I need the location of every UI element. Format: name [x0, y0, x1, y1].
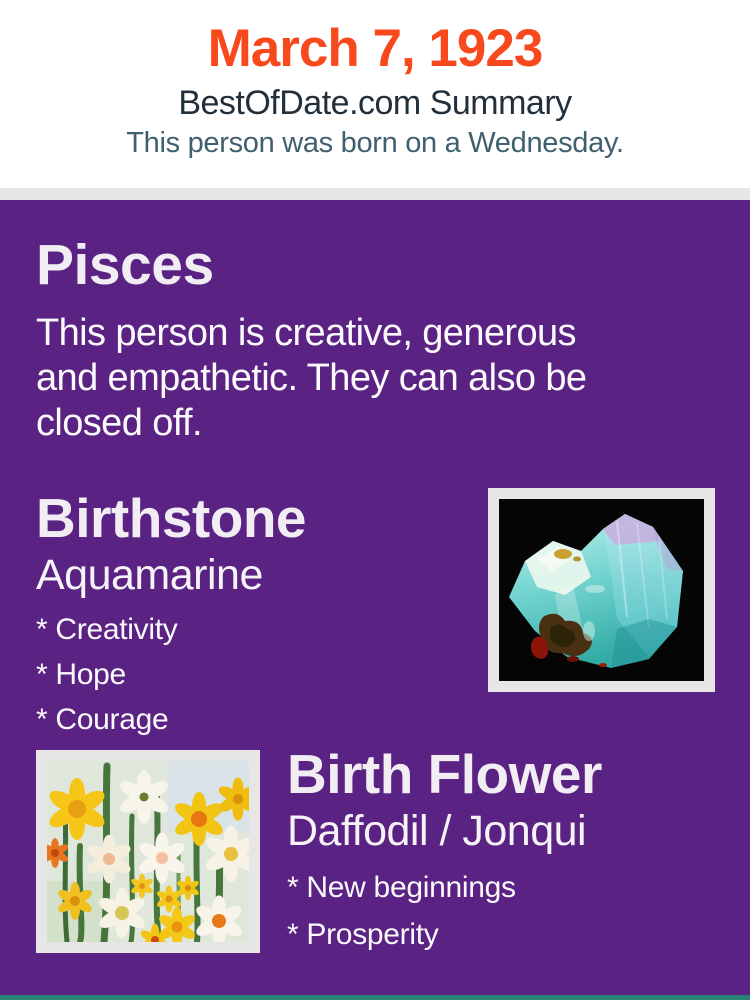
- born-day-note: This person was born on a Wednesday.: [126, 127, 624, 159]
- section-divider: [0, 188, 750, 200]
- birth-flower-trait: * New beginnings: [287, 870, 516, 904]
- birth-flower-photo: [36, 750, 260, 953]
- footer-accent-bar: [0, 995, 750, 1000]
- header: [0, 0, 750, 188]
- site-summary-label: BestOfDate.com Summary: [178, 84, 572, 122]
- zodiac-description-line: This person is creative, generous: [36, 311, 576, 354]
- aquamarine-stone-image: [499, 499, 704, 681]
- birthstone-trait: * Courage: [36, 702, 169, 736]
- page-title: March 7, 1923: [207, 19, 543, 78]
- birthstone-trait: * Creativity: [36, 612, 178, 646]
- birthstone-name: Aquamarine: [36, 550, 263, 599]
- birthstone-photo: [488, 488, 715, 692]
- birth-flower-section: [287, 743, 602, 951]
- birth-flower-trait: * Prosperity: [287, 917, 439, 951]
- birth-flower-name: Daffodil / Jonqui: [287, 806, 587, 855]
- zodiac-description: [36, 311, 714, 446]
- daffodil-flowers-image: [47, 761, 249, 942]
- zodiac-section: [0, 200, 750, 995]
- zodiac-description-line: and empathetic. They can also be: [36, 356, 587, 399]
- birthstone-trait: * Hope: [36, 657, 126, 691]
- birth-flower-trait-list: [287, 872, 602, 951]
- zodiac-sign-title: Pisces: [36, 233, 214, 297]
- birthstone-title: Birthstone: [36, 486, 306, 549]
- zodiac-description-line: closed off.: [36, 401, 202, 444]
- birth-flower-title: Birth Flower: [287, 743, 602, 805]
